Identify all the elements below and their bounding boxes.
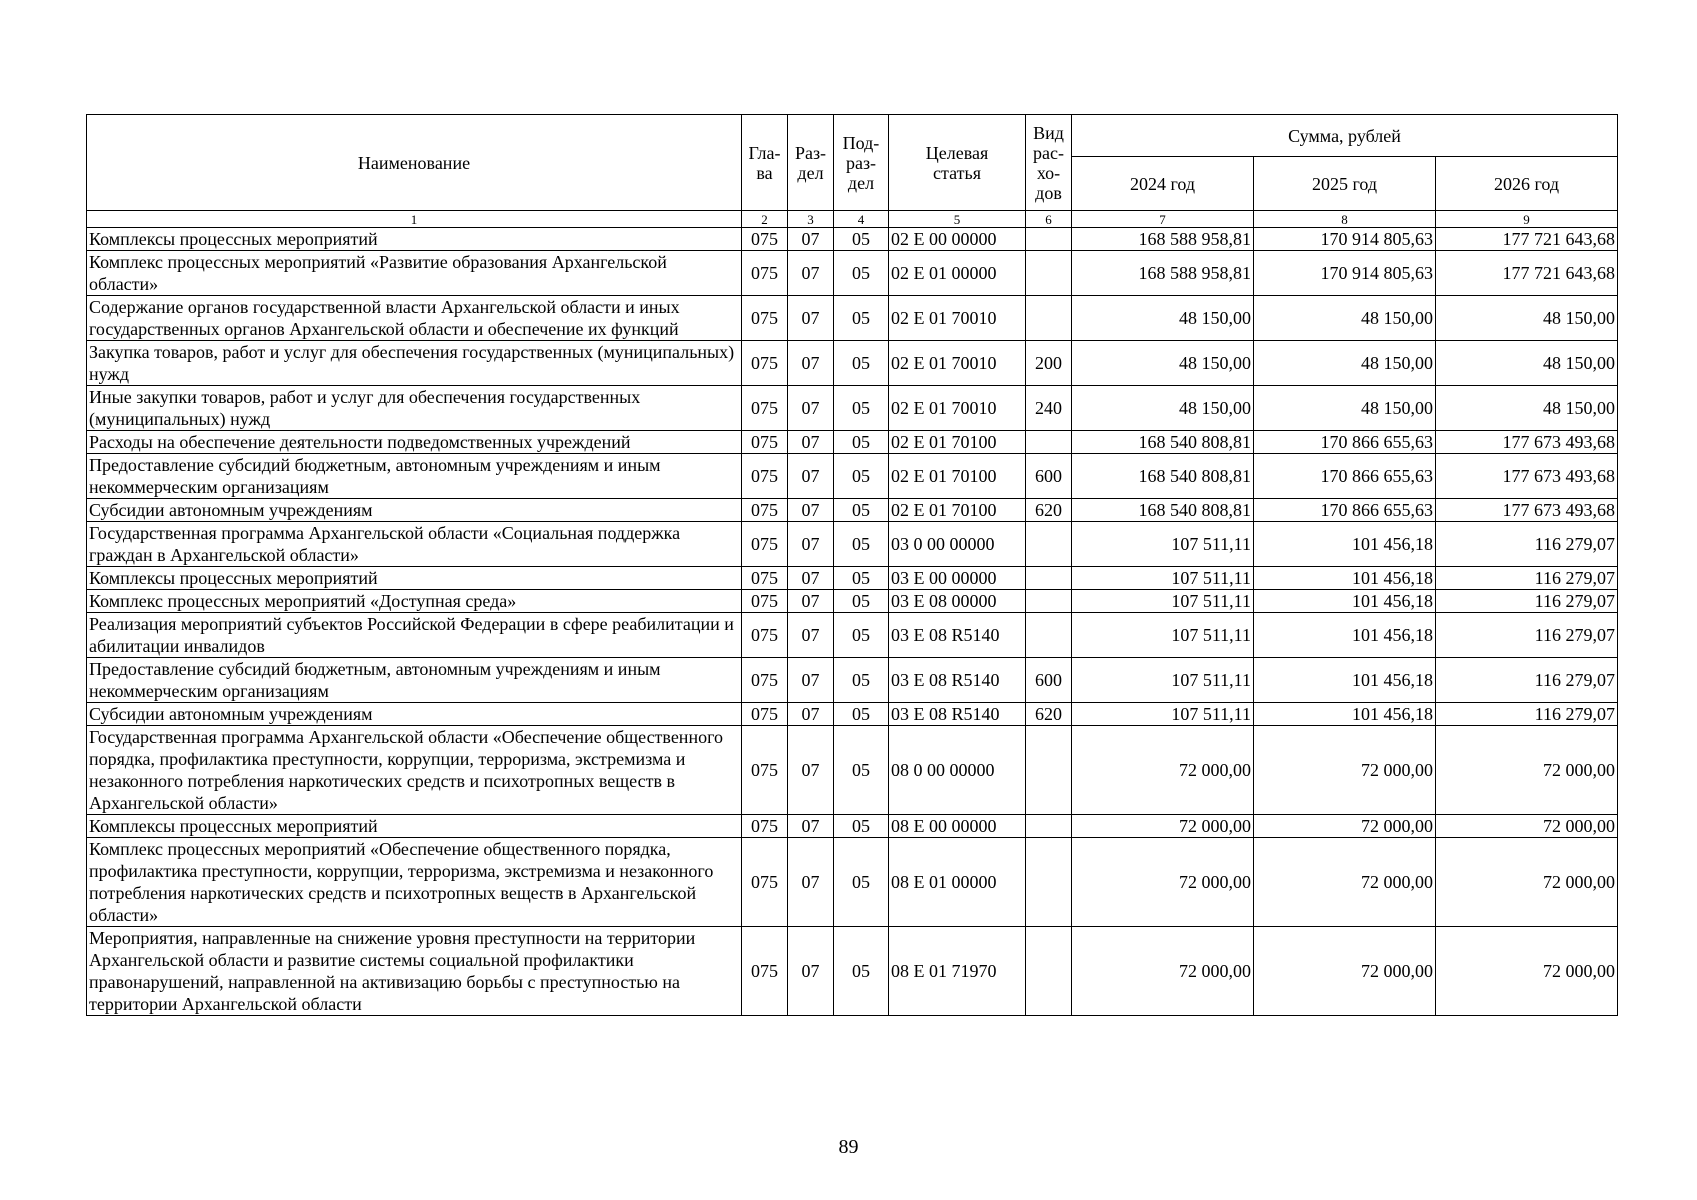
row-razdel: 07 (788, 590, 834, 613)
row-amount-2025: 72 000,00 (1254, 726, 1436, 815)
row-amount-2025: 170 866 655,63 (1254, 454, 1436, 499)
table-row (87, 658, 1618, 703)
header-sum: Сумма, рублей (1072, 115, 1618, 157)
row-name: Реализация мероприятий субъектов Российской Федерации в сфере реабилитации и абилитации инвалидов (87, 613, 742, 658)
row-name: Иные закупки товаров, работ и услуг для обеспечения государственных (муниципальных) нужд (87, 386, 742, 431)
row-glava: 075 (742, 251, 788, 296)
row-vid: 620 (1026, 499, 1072, 522)
row-glava: 075 (742, 341, 788, 386)
row-name: Предоставление субсидий бюджетным, автономным учреждениям и иным некоммерческим организациям (87, 454, 742, 499)
row-podrazdel: 05 (834, 927, 889, 1016)
row-amount-2025: 101 456,18 (1254, 567, 1436, 590)
row-vid (1026, 590, 1072, 613)
header-name: Наименование (87, 115, 742, 211)
row-amount-2024: 168 540 808,81 (1072, 431, 1254, 454)
row-podrazdel: 05 (834, 228, 889, 251)
row-amount-2025: 170 866 655,63 (1254, 431, 1436, 454)
row-razdel: 07 (788, 431, 834, 454)
row-vid: 600 (1026, 454, 1072, 499)
row-razdel: 07 (788, 296, 834, 341)
row-name: Содержание органов государственной власти Архангельской области и иных государственных органов Архангельской области и обеспечение их функций (87, 296, 742, 341)
row-podrazdel: 05 (834, 613, 889, 658)
row-amount-2025: 72 000,00 (1254, 927, 1436, 1016)
table-row (87, 815, 1618, 838)
row-podrazdel: 05 (834, 658, 889, 703)
row-target: 03 Е 00 00000 (889, 567, 1026, 590)
row-target: 02 Е 00 00000 (889, 228, 1026, 251)
col-number: 4 (834, 211, 889, 228)
row-amount-2024: 72 000,00 (1072, 726, 1254, 815)
col-number: 7 (1072, 211, 1254, 228)
row-razdel: 07 (788, 815, 834, 838)
row-target: 03 Е 08 00000 (889, 590, 1026, 613)
page-number: 89 (838, 1136, 859, 1158)
row-amount-2024: 168 540 808,81 (1072, 454, 1254, 499)
row-glava: 075 (742, 927, 788, 1016)
table-row (87, 499, 1618, 522)
row-podrazdel: 05 (834, 590, 889, 613)
row-amount-2024: 72 000,00 (1072, 838, 1254, 927)
row-amount-2024: 72 000,00 (1072, 927, 1254, 1016)
row-target: 03 Е 08 R5140 (889, 703, 1026, 726)
row-amount-2026: 116 279,07 (1436, 522, 1618, 567)
row-podrazdel: 05 (834, 726, 889, 815)
row-amount-2024: 107 511,11 (1072, 658, 1254, 703)
table-row (87, 838, 1618, 927)
row-amount-2025: 72 000,00 (1254, 838, 1436, 927)
row-amount-2024: 48 150,00 (1072, 341, 1254, 386)
row-name: Расходы на обеспечение деятельности подведомственных учреждений (87, 431, 742, 454)
row-razdel: 07 (788, 726, 834, 815)
row-razdel: 07 (788, 386, 834, 431)
row-target: 02 Е 01 70100 (889, 431, 1026, 454)
row-amount-2026: 72 000,00 (1436, 726, 1618, 815)
row-vid: 240 (1026, 386, 1072, 431)
col-number: 8 (1254, 211, 1436, 228)
row-razdel: 07 (788, 927, 834, 1016)
header-2026: 2026 год (1436, 157, 1618, 211)
row-glava: 075 (742, 658, 788, 703)
row-amount-2024: 107 511,11 (1072, 613, 1254, 658)
row-amount-2024: 168 588 958,81 (1072, 251, 1254, 296)
table-row (87, 613, 1618, 658)
row-vid (1026, 927, 1072, 1016)
row-vid (1026, 251, 1072, 296)
col-number: 5 (889, 211, 1026, 228)
row-amount-2024: 107 511,11 (1072, 590, 1254, 613)
row-glava: 075 (742, 431, 788, 454)
row-name: Предоставление субсидий бюджетным, автономным учреждениям и иным некоммерческим организациям (87, 658, 742, 703)
row-vid (1026, 431, 1072, 454)
row-amount-2026: 177 721 643,68 (1436, 228, 1618, 251)
row-podrazdel: 05 (834, 815, 889, 838)
row-vid (1026, 522, 1072, 567)
row-podrazdel: 05 (834, 431, 889, 454)
row-target: 02 Е 01 70010 (889, 341, 1026, 386)
row-razdel: 07 (788, 228, 834, 251)
row-vid (1026, 726, 1072, 815)
row-amount-2025: 101 456,18 (1254, 703, 1436, 726)
row-podrazdel: 05 (834, 703, 889, 726)
row-amount-2025: 170 914 805,63 (1254, 228, 1436, 251)
row-name: Государственная программа Архангельской области «Социальная поддержка граждан в Архангельской области» (87, 522, 742, 567)
header-2025: 2025 год (1254, 157, 1436, 211)
row-amount-2026: 72 000,00 (1436, 927, 1618, 1016)
table-row (87, 341, 1618, 386)
row-amount-2024: 168 588 958,81 (1072, 228, 1254, 251)
row-glava: 075 (742, 590, 788, 613)
row-name: Закупка товаров, работ и услуг для обеспечения государственных (муниципальных) нужд (87, 341, 742, 386)
row-amount-2026: 177 721 643,68 (1436, 251, 1618, 296)
table-row (87, 228, 1618, 251)
row-amount-2026: 116 279,07 (1436, 658, 1618, 703)
row-name: Комплексы процессных мероприятий (87, 815, 742, 838)
row-amount-2024: 168 540 808,81 (1072, 499, 1254, 522)
row-glava: 075 (742, 838, 788, 927)
row-amount-2024: 48 150,00 (1072, 386, 1254, 431)
table-row (87, 567, 1618, 590)
row-podrazdel: 05 (834, 838, 889, 927)
row-name: Комплексы процессных мероприятий (87, 567, 742, 590)
row-podrazdel: 05 (834, 454, 889, 499)
row-amount-2025: 72 000,00 (1254, 815, 1436, 838)
row-glava: 075 (742, 499, 788, 522)
row-name: Комплекс процессных мероприятий «Развитие образования Архангельской области» (87, 251, 742, 296)
row-vid (1026, 228, 1072, 251)
row-amount-2024: 107 511,11 (1072, 703, 1254, 726)
row-amount-2026: 116 279,07 (1436, 613, 1618, 658)
row-razdel: 07 (788, 341, 834, 386)
row-razdel: 07 (788, 251, 834, 296)
row-amount-2026: 177 673 493,68 (1436, 431, 1618, 454)
header-podrazdel: Под- раз- дел (834, 115, 889, 211)
row-target: 08 Е 01 71970 (889, 927, 1026, 1016)
row-vid (1026, 567, 1072, 590)
row-vid (1026, 838, 1072, 927)
row-vid (1026, 613, 1072, 658)
row-amount-2025: 101 456,18 (1254, 613, 1436, 658)
table-row (87, 386, 1618, 431)
row-name: Субсидии автономным учреждениям (87, 499, 742, 522)
row-glava: 075 (742, 454, 788, 499)
row-amount-2026: 116 279,07 (1436, 703, 1618, 726)
table-row (87, 251, 1618, 296)
row-amount-2025: 101 456,18 (1254, 590, 1436, 613)
header-target: Целевая статья (889, 115, 1026, 211)
row-glava: 075 (742, 567, 788, 590)
header-razdel: Раз- дел (788, 115, 834, 211)
row-target: 02 Е 01 70100 (889, 454, 1026, 499)
row-amount-2025: 48 150,00 (1254, 296, 1436, 341)
row-name: Комплекс процессных мероприятий «Доступная среда» (87, 590, 742, 613)
row-amount-2026: 116 279,07 (1436, 590, 1618, 613)
row-razdel: 07 (788, 613, 834, 658)
row-amount-2024: 107 511,11 (1072, 522, 1254, 567)
col-number: 9 (1436, 211, 1618, 228)
row-target: 08 Е 00 00000 (889, 815, 1026, 838)
row-vid (1026, 815, 1072, 838)
row-target: 02 Е 01 70100 (889, 499, 1026, 522)
row-razdel: 07 (788, 499, 834, 522)
row-razdel: 07 (788, 838, 834, 927)
row-amount-2026: 177 673 493,68 (1436, 454, 1618, 499)
table-row (87, 454, 1618, 499)
row-target: 02 Е 01 70010 (889, 296, 1026, 341)
table-body (87, 228, 1618, 1016)
row-glava: 075 (742, 296, 788, 341)
row-glava: 075 (742, 228, 788, 251)
row-amount-2026: 116 279,07 (1436, 567, 1618, 590)
table-row (87, 726, 1618, 815)
table-row (87, 431, 1618, 454)
row-target: 08 0 00 00000 (889, 726, 1026, 815)
col-number: 6 (1026, 211, 1072, 228)
row-amount-2026: 48 150,00 (1436, 296, 1618, 341)
table-row (87, 296, 1618, 341)
row-target: 02 Е 01 70010 (889, 386, 1026, 431)
header-2024: 2024 год (1072, 157, 1254, 211)
row-amount-2025: 48 150,00 (1254, 341, 1436, 386)
row-glava: 075 (742, 815, 788, 838)
row-name: Комплексы процессных мероприятий (87, 228, 742, 251)
col-number: 3 (788, 211, 834, 228)
row-amount-2024: 107 511,11 (1072, 567, 1254, 590)
table-row (87, 590, 1618, 613)
row-podrazdel: 05 (834, 522, 889, 567)
row-podrazdel: 05 (834, 567, 889, 590)
row-name: Субсидии автономным учреждениям (87, 703, 742, 726)
row-glava: 075 (742, 613, 788, 658)
row-target: 03 0 00 00000 (889, 522, 1026, 567)
row-podrazdel: 05 (834, 499, 889, 522)
row-amount-2024: 48 150,00 (1072, 296, 1254, 341)
row-amount-2025: 48 150,00 (1254, 386, 1436, 431)
table-row (87, 522, 1618, 567)
row-amount-2026: 72 000,00 (1436, 815, 1618, 838)
row-glava: 075 (742, 386, 788, 431)
row-amount-2026: 177 673 493,68 (1436, 499, 1618, 522)
row-name: Государственная программа Архангельской области «Обеспечение общественного порядка, профилактика преступности, коррупции, терроризма, экстремизма и незаконного потребления наркотических средств и психотропных веществ в Архангельской области» (87, 726, 742, 815)
col-number: 1 (87, 211, 742, 228)
header-glava: Гла- ва (742, 115, 788, 211)
table-row (87, 703, 1618, 726)
row-glava: 075 (742, 522, 788, 567)
row-amount-2026: 72 000,00 (1436, 838, 1618, 927)
row-podrazdel: 05 (834, 386, 889, 431)
row-amount-2024: 72 000,00 (1072, 815, 1254, 838)
row-razdel: 07 (788, 567, 834, 590)
row-vid: 600 (1026, 658, 1072, 703)
row-glava: 075 (742, 703, 788, 726)
row-target: 02 Е 01 00000 (889, 251, 1026, 296)
row-target: 03 Е 08 R5140 (889, 658, 1026, 703)
row-name: Комплекс процессных мероприятий «Обеспечение общественного порядка, профилактика преступности, коррупции, терроризма, экстремизма и незаконного потребления наркотических средств и психотропных веществ в Архангельской области» (87, 838, 742, 927)
col-number: 2 (742, 211, 788, 228)
table-row (87, 927, 1618, 1016)
row-razdel: 07 (788, 454, 834, 499)
row-target: 03 Е 08 R5140 (889, 613, 1026, 658)
row-amount-2026: 48 150,00 (1436, 386, 1618, 431)
row-vid: 200 (1026, 341, 1072, 386)
row-amount-2025: 101 456,18 (1254, 658, 1436, 703)
row-glava: 075 (742, 726, 788, 815)
row-vid (1026, 296, 1072, 341)
row-razdel: 07 (788, 522, 834, 567)
row-amount-2026: 48 150,00 (1436, 341, 1618, 386)
row-podrazdel: 05 (834, 296, 889, 341)
header-vid: Вид рас- хо- дов (1026, 115, 1072, 211)
row-razdel: 07 (788, 658, 834, 703)
row-target: 08 Е 01 00000 (889, 838, 1026, 927)
row-vid: 620 (1026, 703, 1072, 726)
row-razdel: 07 (788, 703, 834, 726)
row-amount-2025: 101 456,18 (1254, 522, 1436, 567)
row-podrazdel: 05 (834, 341, 889, 386)
row-amount-2025: 170 914 805,63 (1254, 251, 1436, 296)
row-podrazdel: 05 (834, 251, 889, 296)
budget-table (86, 114, 1618, 1016)
row-name: Мероприятия, направленные на снижение уровня преступности на территории Архангельской области и развитие системы социальной профилактики правонарушений, направленной на активизацию борьбы с преступностью на территории Архангельской области (87, 927, 742, 1016)
row-amount-2025: 170 866 655,63 (1254, 499, 1436, 522)
